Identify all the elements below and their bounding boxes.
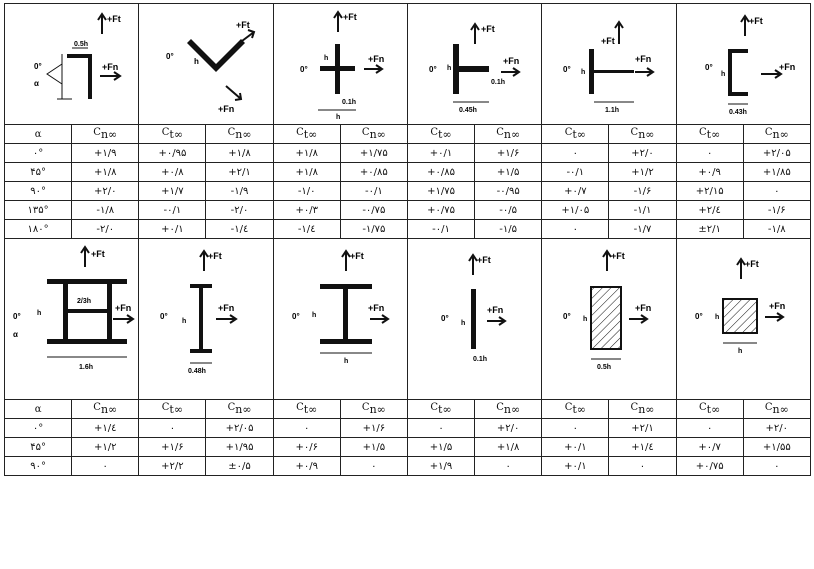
ct-header: $C_{t\infty}$	[407, 400, 474, 419]
svg-text:h: h	[344, 358, 349, 365]
angle-cell: ۰°	[5, 419, 72, 438]
value-row	[5, 438, 811, 457]
svg-text:+Ft: +Ft	[235, 20, 250, 30]
cn-value-cell: -۱/۶	[609, 182, 676, 201]
tee-section-diagram	[415, 4, 535, 124]
ct-value-cell: -۰/۱	[139, 201, 206, 220]
svg-text:0°: 0°	[165, 52, 174, 61]
cn-value-cell: -۱/۱	[609, 201, 676, 220]
cn-value-cell: +۱/۵۵	[743, 438, 810, 457]
cn-value-cell: +۰/۸۵	[340, 163, 407, 182]
ct-header: $C_{t\infty}$	[139, 400, 206, 419]
svg-text:+Fn: +Fn	[634, 54, 652, 64]
svg-text:h: h	[738, 348, 743, 355]
cn-value-cell: -۰/۹۵	[475, 182, 542, 201]
cn-value-cell: -۱/۷۵	[340, 220, 407, 239]
svg-text:h: h	[580, 69, 586, 76]
ct-value-cell: +۰/۸۵	[407, 163, 474, 182]
svg-text:h: h	[721, 71, 726, 78]
svg-text:0°: 0°	[300, 65, 308, 74]
cn-value-cell: +۱/۸	[72, 163, 139, 182]
svg-text:+Fn: +Fn	[217, 303, 235, 313]
cn-header: $C_{n\infty}$	[206, 400, 273, 419]
figure-cruciform	[273, 4, 407, 125]
svg-text:h: h	[36, 310, 41, 317]
angle-cell: ۱۳۵°	[5, 201, 72, 220]
svg-text:h: h	[193, 57, 199, 66]
ct-value-cell: +۰/۹۵	[139, 144, 206, 163]
svg-text:0°: 0°	[705, 63, 713, 72]
cn-value-cell: ±۰/۵	[206, 457, 273, 476]
svg-text:0°: 0°	[292, 312, 300, 321]
ct-value-cell: ۰	[542, 144, 609, 163]
flat-bar-section-diagram	[415, 239, 535, 399]
cn-value-cell: -۱/۹	[206, 182, 273, 201]
svg-text:1.6h: 1.6h	[78, 364, 93, 371]
svg-text:0°: 0°	[159, 312, 168, 321]
ct-value-cell: +۰/۱	[139, 220, 206, 239]
ct-value-cell: +۰/۱	[542, 438, 609, 457]
cn-value-cell: ۰	[609, 457, 676, 476]
svg-text:+Ft: +Ft	[90, 249, 105, 259]
cn-value-cell: ۰	[743, 182, 810, 201]
figure-angle	[139, 4, 273, 125]
figure-flat-bar	[407, 239, 541, 400]
ct-value-cell: +۰/۷	[676, 438, 743, 457]
svg-text:+Fn: +Fn	[368, 54, 385, 64]
angle-cell: ۰°	[5, 144, 72, 163]
alpha-header: α	[5, 400, 72, 419]
cn-header: $C_{n\infty}$	[340, 125, 407, 144]
cn-value-cell: -۲/۰	[206, 201, 273, 220]
bottom-header-row	[5, 400, 811, 419]
ct-header: $C_{t\infty}$	[676, 125, 743, 144]
svg-text:+Fn: +Fn	[486, 305, 503, 315]
i-beam-small-section-diagram	[146, 239, 266, 399]
ct-value-cell: +۱/۷	[139, 182, 206, 201]
bottom-figure-row	[5, 239, 811, 400]
ct-value-cell: +۱/۶	[139, 438, 206, 457]
top-values-body	[5, 144, 811, 239]
cn-value-cell: -۱/٤	[206, 220, 273, 239]
svg-text:1.1h: 1.1h	[604, 107, 619, 114]
svg-text:0.1h: 0.1h	[342, 99, 357, 106]
cn-header: $C_{n\infty}$	[743, 400, 810, 419]
ct-value-cell: +۰/۹	[676, 163, 743, 182]
ct-value-cell: ۰	[542, 419, 609, 438]
cn-value-cell: +۱/۹	[72, 144, 139, 163]
top-coefficient-table	[4, 3, 811, 239]
svg-text:0°: 0°	[695, 312, 703, 321]
figure-tee	[407, 4, 541, 125]
svg-text:h: h	[715, 314, 720, 321]
cn-header: $C_{n\infty}$	[340, 400, 407, 419]
ct-value-cell: -۰/۱	[542, 163, 609, 182]
alpha-header: α	[5, 125, 72, 144]
ct-value-cell: +۲/۲	[139, 457, 206, 476]
ct-value-cell: ۰	[139, 419, 206, 438]
value-row	[5, 182, 811, 201]
svg-text:+Fn: +Fn	[114, 303, 131, 313]
figure-i-beam-large	[273, 239, 407, 400]
cn-value-cell: +۱/٤	[609, 438, 676, 457]
ct-value-cell: +۰/۷	[542, 182, 609, 201]
figure-wide-flange	[5, 239, 139, 400]
svg-text:+Ft: +Ft	[476, 255, 491, 265]
ct-value-cell: -۱/۰	[273, 182, 340, 201]
channel-section-diagram	[12, 4, 132, 124]
svg-text:0.48h: 0.48h	[187, 368, 206, 375]
svg-text:h: h	[446, 65, 451, 72]
svg-text:0.1h: 0.1h	[490, 79, 505, 86]
cn-value-cell: ۰	[340, 457, 407, 476]
open-channel-section-diagram	[683, 4, 803, 124]
svg-text:0.45h: 0.45h	[458, 107, 477, 114]
value-row	[5, 220, 811, 239]
ct-value-cell: +۰/۸	[139, 163, 206, 182]
square-section-diagram	[683, 239, 803, 399]
figure-channel-open	[676, 4, 810, 125]
cn-value-cell: +۱/٤	[72, 419, 139, 438]
value-row	[5, 144, 811, 163]
cn-value-cell: -۲/۰	[72, 220, 139, 239]
cn-header: $C_{n\infty}$	[475, 400, 542, 419]
svg-text:+Fn: +Fn	[634, 303, 652, 313]
svg-text:+Ft: +Ft	[745, 259, 759, 269]
svg-text:0.1h: 0.1h	[472, 356, 487, 363]
cn-value-cell: +۱/۵	[340, 438, 407, 457]
svg-text:+Fn: +Fn	[101, 62, 118, 72]
ct-value-cell: +۱/۷۵	[407, 182, 474, 201]
svg-text:h: h	[582, 316, 588, 323]
ct-value-cell: +۱/۸	[273, 163, 340, 182]
ct-value-cell: +۱/۵	[407, 438, 474, 457]
svg-text:h: h	[460, 320, 465, 327]
ct-value-cell: ۰	[407, 419, 474, 438]
svg-text:0°: 0°	[33, 62, 42, 71]
ct-value-cell: +۱/۰۵	[542, 201, 609, 220]
svg-text:α: α	[33, 79, 39, 88]
cn-value-cell: +۱/۹۵	[206, 438, 273, 457]
cn-value-cell: +۱/۲	[609, 163, 676, 182]
cn-value-cell: +۲/۰	[743, 419, 810, 438]
angle-section-diagram	[146, 4, 266, 124]
cn-value-cell: -۰/۱	[340, 182, 407, 201]
ct-value-cell: +۲/٤	[676, 201, 743, 220]
ct-header: $C_{t\infty}$	[542, 400, 609, 419]
cn-value-cell: ۰	[475, 457, 542, 476]
cn-value-cell: -۱/۸	[72, 201, 139, 220]
svg-text:h: h	[336, 114, 341, 121]
cn-value-cell: +۲/۰	[72, 182, 139, 201]
ct-header: $C_{t\infty}$	[273, 400, 340, 419]
svg-text:+Ft: +Ft	[480, 24, 495, 34]
cn-value-cell: +۱/۲	[72, 438, 139, 457]
ct-header: $C_{t\infty}$	[273, 125, 340, 144]
cn-value-cell: +۲/۰۵	[743, 144, 810, 163]
ct-value-cell: ۰	[676, 144, 743, 163]
cn-value-cell: ۰	[72, 457, 139, 476]
svg-text:+Fn: +Fn	[769, 301, 786, 311]
ct-value-cell: ۰	[542, 220, 609, 239]
value-row	[5, 419, 811, 438]
rectangle-section-diagram	[549, 239, 669, 399]
cn-value-cell: -۱/۸	[743, 220, 810, 239]
ct-value-cell: +۱/۸	[273, 144, 340, 163]
figure-rectangle	[542, 239, 676, 400]
angle-cell: ۱۸۰°	[5, 220, 72, 239]
ct-value-cell: +۲/۱۵	[676, 182, 743, 201]
svg-text:+Ft: +Ft	[343, 12, 358, 22]
ct-value-cell: ±۲/۱	[676, 220, 743, 239]
svg-text:h: h	[312, 312, 317, 319]
svg-text:+Ft: +Ft	[350, 251, 365, 261]
svg-text:+Fn: +Fn	[368, 303, 385, 313]
ct-value-cell: +۰/۳	[273, 201, 340, 220]
ct-value-cell: +۱/۹	[407, 457, 474, 476]
cn-header: $C_{n\infty}$	[206, 125, 273, 144]
figure-channel	[5, 4, 139, 125]
cn-value-cell: -۱/۶	[743, 201, 810, 220]
svg-text:0.5h: 0.5h	[596, 364, 611, 371]
svg-text:0°: 0°	[440, 314, 449, 323]
figure-i-beam-small	[139, 239, 273, 400]
svg-text:0.5h: 0.5h	[73, 41, 88, 48]
ct-header: $C_{t\infty}$	[407, 125, 474, 144]
cn-value-cell: -۱/۵	[475, 220, 542, 239]
svg-text:+Fn: +Fn	[217, 104, 235, 114]
ct-value-cell: -۱/٤	[273, 220, 340, 239]
bottom-values-body	[5, 419, 811, 476]
svg-text:+Ft: +Ft	[600, 36, 615, 46]
ct-value-cell: ۰	[676, 419, 743, 438]
cn-header: $C_{n\infty}$	[609, 125, 676, 144]
svg-text:h: h	[181, 318, 187, 325]
figure-square	[676, 239, 810, 400]
angle-cell: ۴۵°	[5, 163, 72, 182]
cn-value-cell: +۱/۷۵	[340, 144, 407, 163]
svg-text:+Fn: +Fn	[502, 56, 519, 66]
cn-value-cell: +۱/۶	[340, 419, 407, 438]
top-figure-row	[5, 4, 811, 125]
svg-text:0°: 0°	[428, 65, 437, 74]
svg-text:0°: 0°	[562, 65, 571, 74]
svg-text:h: h	[324, 55, 329, 62]
cn-value-cell: +۱/۸	[475, 438, 542, 457]
bottom-coefficient-table	[4, 238, 811, 476]
cn-header: $C_{n\infty}$	[475, 125, 542, 144]
ct-value-cell: +۰/۱	[407, 144, 474, 163]
plate-bar-section-diagram	[549, 4, 669, 124]
ct-header: $C_{t\infty}$	[542, 125, 609, 144]
cruciform-section-diagram	[280, 4, 400, 124]
cn-header: $C_{n\infty}$	[609, 400, 676, 419]
cn-value-cell: +۱/۶	[475, 144, 542, 163]
cn-header: $C_{n\infty}$	[72, 125, 139, 144]
ct-value-cell: ۰	[273, 419, 340, 438]
svg-text:+Fn: +Fn	[779, 62, 796, 72]
cn-value-cell: ۰	[743, 457, 810, 476]
cn-value-cell: -۰/۷۵	[340, 201, 407, 220]
cn-value-cell: +۱/۸	[206, 144, 273, 163]
svg-text:0°: 0°	[12, 312, 21, 321]
ct-value-cell: +۰/۷۵	[676, 457, 743, 476]
cn-value-cell: +۱/۵	[475, 163, 542, 182]
cn-header: $C_{n\infty}$	[72, 400, 139, 419]
cn-value-cell: +۲/۱	[206, 163, 273, 182]
svg-text:+Ft: +Ft	[106, 14, 121, 24]
svg-text:+Ft: +Ft	[207, 251, 222, 261]
ct-value-cell: +۰/۷۵	[407, 201, 474, 220]
svg-text:0.43h: 0.43h	[729, 109, 748, 116]
svg-text:α: α	[12, 330, 18, 339]
cn-value-cell: +۲/۰	[475, 419, 542, 438]
coefficient-sheet	[4, 3, 810, 563]
cn-value-cell: +۲/۰۵	[206, 419, 273, 438]
cn-value-cell: -۰/۵	[475, 201, 542, 220]
svg-text:+Ft: +Ft	[610, 251, 625, 261]
angle-cell: ۹۰°	[5, 182, 72, 201]
figure-plate-bar	[542, 4, 676, 125]
ct-header: $C_{t\infty}$	[676, 400, 743, 419]
svg-text:2/3h: 2/3h	[76, 298, 91, 305]
cn-value-cell: +۲/۰	[609, 144, 676, 163]
ct-value-cell: +۰/۱	[542, 457, 609, 476]
svg-text:+Ft: +Ft	[749, 16, 763, 26]
cn-header: $C_{n\infty}$	[743, 125, 810, 144]
angle-cell: ۴۵°	[5, 438, 72, 457]
top-header-row	[5, 125, 811, 144]
value-row	[5, 201, 811, 220]
cn-value-cell: +۱/۸۵	[743, 163, 810, 182]
value-row	[5, 457, 811, 476]
ct-value-cell: +۰/۹	[273, 457, 340, 476]
svg-text:0°: 0°	[562, 312, 571, 321]
angle-cell: ۹۰°	[5, 457, 72, 476]
ct-value-cell: +۰/۶	[273, 438, 340, 457]
value-row	[5, 163, 811, 182]
ct-header: $C_{t\infty}$	[139, 125, 206, 144]
cn-value-cell: +۲/۱	[609, 419, 676, 438]
cn-value-cell: -۱/۷	[609, 220, 676, 239]
i-beam-large-section-diagram	[280, 239, 400, 399]
ct-value-cell: -۰/۱	[407, 220, 474, 239]
wide-flange-section-diagram	[7, 239, 137, 399]
